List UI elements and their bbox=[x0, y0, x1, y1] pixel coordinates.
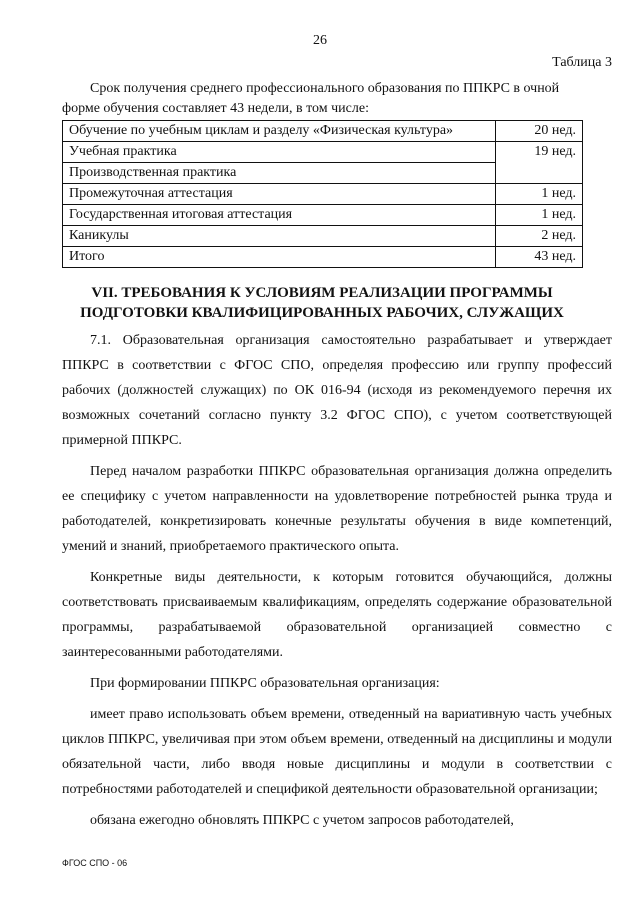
row-value: 1 нед. bbox=[496, 184, 583, 205]
row-label: Производственная практика bbox=[63, 163, 496, 184]
table-row bbox=[63, 142, 583, 163]
row-value: 19 нед. bbox=[496, 142, 583, 184]
intro-line-2: форме обучения составляет 43 недели, в том числе: bbox=[62, 101, 369, 116]
row-value: 20 нед. bbox=[496, 121, 583, 142]
table-row-total bbox=[63, 247, 583, 268]
row-value: 1 нед. bbox=[496, 205, 583, 226]
row-label: Каникулы bbox=[63, 226, 496, 247]
study-duration-table bbox=[62, 120, 583, 268]
body-text bbox=[62, 328, 612, 839]
paragraph: 7.1. Образовательная организация самостоятельно разрабатывает и утверждает ППКРС в соответствии с ФГОС СПО, определяя профессию или группу профессий рабочих (должностей служащих) по ОК 016-94 (исходя из рекомендуемого перечня их возможных сочетаний согласно пункту 3.2 ФГОС СПО), с учетом соответствующей примерной ППКРС. bbox=[62, 333, 612, 448]
table-row bbox=[63, 205, 583, 226]
row-label: Учебная практика bbox=[63, 142, 496, 163]
footer-code: ФГОС СПО - 06 bbox=[62, 858, 128, 868]
row-value: 43 нед. bbox=[496, 247, 583, 268]
intro-text bbox=[62, 79, 610, 119]
paragraph: При формировании ППКРС образовательная организация: bbox=[90, 676, 440, 691]
row-label: Промежуточная аттестация bbox=[63, 184, 496, 205]
paragraph: Перед началом разработки ППКРС образовательная организация должна определить ее специфику с учетом направленности на удовлетворение потребностей рынка труда и работодателей, конкретизировать конечные результаты обучения в виде компетенций, умений и знаний, приобретаемого практического опыта. bbox=[62, 464, 612, 554]
table-row bbox=[63, 226, 583, 247]
section-heading bbox=[60, 283, 584, 323]
row-label: Обучение по учебным циклам и разделу «Физическая культура» bbox=[63, 121, 496, 142]
intro-line-1: Срок получения среднего профессионального образования по ППКРС в очной bbox=[90, 81, 560, 96]
section-heading-line-1: VII. ТРЕБОВАНИЯ К УСЛОВИЯМ РЕАЛИЗАЦИИ ПРОГРАММЫ bbox=[91, 285, 553, 301]
row-label: Государственная итоговая аттестация bbox=[63, 205, 496, 226]
row-label: Итого bbox=[63, 247, 496, 268]
table-label: Таблица 3 bbox=[552, 55, 612, 70]
page-number: 26 bbox=[313, 33, 327, 48]
table-row bbox=[63, 184, 583, 205]
table-row bbox=[63, 121, 583, 142]
paragraph: Конкретные виды деятельности, к которым готовится обучающийся, должны соответствовать присваиваемым квалификациям, определять содержание образовательной программы, разрабатываемой образовательной организацией совместно с заинтересованными работодателями. bbox=[62, 570, 612, 660]
paragraph: имеет право использовать объем времени, отведенный на вариативную часть учебных циклов ППКРС, увеличивая при этом объем времени, отведенный на дисциплины и модули обязательной части, либо вводя новые дисциплины и модули в соответствии с потребностями работодателей и спецификой деятельности образовательной организации; bbox=[62, 707, 612, 797]
row-value: 2 нед. bbox=[496, 226, 583, 247]
paragraph: обязана ежегодно обновлять ППКРС с учетом запросов работодателей, bbox=[90, 813, 514, 828]
section-heading-line-2: ПОДГОТОВКИ КВАЛИФИЦИРОВАННЫХ РАБОЧИХ, СЛУЖАЩИХ bbox=[80, 305, 564, 321]
